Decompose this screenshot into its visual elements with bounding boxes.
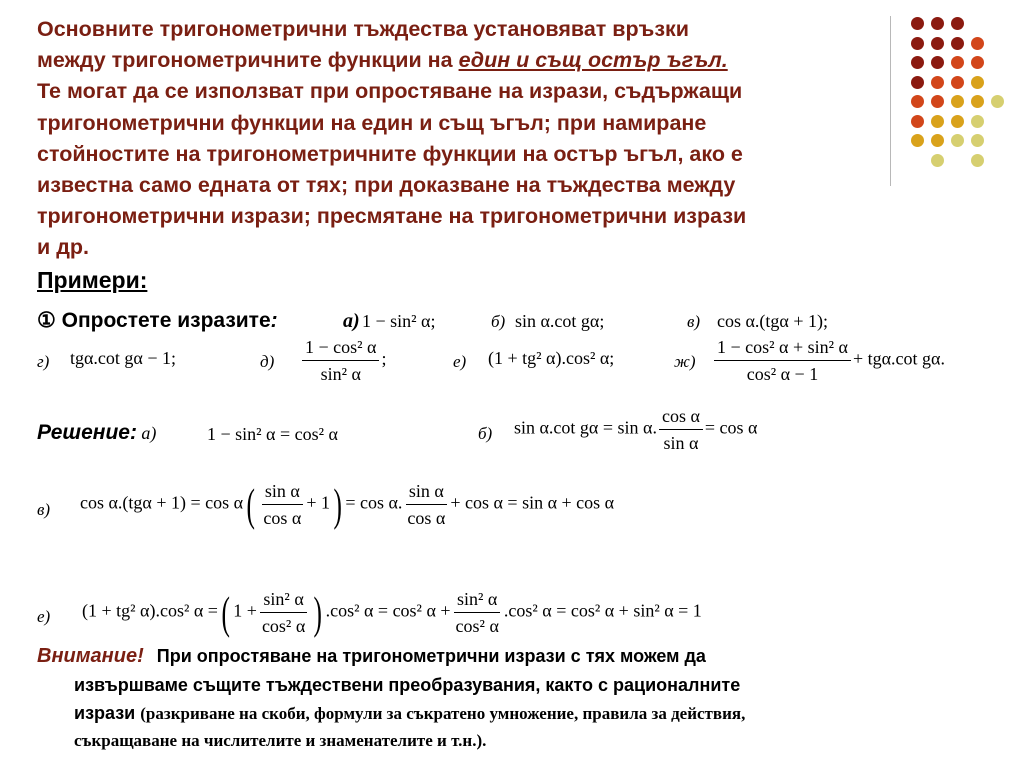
decorative-dot	[971, 134, 984, 147]
task-d-expression	[300, 336, 387, 385]
task-d-label: д)	[260, 352, 275, 371]
task-e-label: е)	[453, 352, 467, 371]
note-line-2: извършваме същите тъждествени преобразувания, както с рационалните	[74, 675, 741, 695]
decorative-dot	[931, 134, 944, 147]
decorative-dot	[951, 76, 964, 89]
note-line-3-pre: изрази	[74, 703, 141, 723]
decorative-dot	[971, 95, 984, 108]
task-g-expression: tgα.cot gα − 1;	[70, 348, 177, 368]
solution-a-label: а)	[141, 423, 157, 443]
decorative-dot	[951, 17, 964, 30]
decorative-dot	[971, 154, 984, 167]
solution-v-f2-denominator: cos α	[407, 508, 446, 528]
task-b-label: б)	[491, 312, 506, 331]
solution-a-expression: 1 − sin² α = cos² α	[207, 424, 338, 444]
note-line-3	[74, 699, 745, 728]
decorative-dot	[971, 56, 984, 69]
decorative-dot	[971, 37, 984, 50]
solution-v-post: + cos α = sin α + cos α	[450, 492, 615, 513]
solution-b-pre: sin α.cot gα = sin α.	[514, 417, 657, 438]
intro-line-1: Основните тригонометрични тъждества установяват връзки	[37, 17, 689, 41]
solution-heading	[37, 421, 156, 445]
solution-e-f1-numerator: sin² α	[260, 588, 306, 613]
solution-v-mid: + 1	[306, 492, 330, 513]
task-d-denominator: sin² α	[320, 364, 361, 384]
decorative-dot	[931, 154, 944, 167]
task-colon: :	[270, 309, 278, 332]
decorative-dot	[951, 95, 964, 108]
solution-e-fraction-1	[259, 588, 308, 637]
task-a-expression: 1 − sin² α;	[362, 311, 436, 331]
solution-b-numerator: cos α	[659, 405, 703, 430]
decorative-dot	[951, 56, 964, 69]
solution-b-denominator: sin α	[663, 433, 699, 453]
examples-heading: Примери:	[37, 267, 148, 293]
intro-line-2-text: между тригонометричните функции на	[37, 48, 459, 73]
solution-b-fraction	[659, 405, 703, 454]
intro-line-5: стойностите на тригонометричните функции на остър ъгъл, ако е	[37, 141, 743, 166]
solution-b-post: = cos α	[704, 417, 758, 438]
solution-e-pre: (1 + tg² α).cos² α =	[82, 600, 218, 621]
task-zh-tail: + tgα.cot gα.	[852, 348, 945, 369]
solution-e-paren-open: (	[221, 586, 230, 638]
task-zh-numerator: 1 − cos² α + sin² α	[714, 336, 851, 361]
solution-v-paren-close: )	[333, 478, 342, 530]
task-v-expression: cos α.(tgα + 1);	[717, 311, 828, 331]
intro-line-4: тригонометрични функции на един и същ ъгъл; при намиране	[37, 110, 707, 135]
intro-line-8: и др.	[37, 235, 89, 260]
solution-title: Решение:	[37, 421, 137, 444]
decorative-dot	[911, 17, 924, 30]
note-line-4: съкращаване на числителите и знаменателите и т.н.).	[74, 731, 487, 750]
decorative-dot	[931, 56, 944, 69]
task-d-numerator: 1 − cos² α	[302, 336, 379, 361]
task-zh-expression	[712, 336, 945, 385]
solution-v-f1-denominator: cos α	[263, 508, 302, 528]
decorative-dot	[911, 37, 924, 50]
solution-v-f1-numerator: sin α	[262, 480, 303, 505]
task-g-label: г)	[37, 352, 50, 371]
note-line-1	[37, 642, 706, 670]
decorative-dot	[951, 115, 964, 128]
decorative-dot	[911, 76, 924, 89]
solution-v-fraction-2	[404, 480, 448, 529]
solution-b-expression	[514, 405, 757, 454]
decorative-dot	[971, 76, 984, 89]
solution-e-fraction-2	[453, 588, 502, 637]
decorative-dot	[931, 76, 944, 89]
decorative-dot	[911, 115, 924, 128]
decorative-dot	[951, 134, 964, 147]
solution-e-f2-denominator: cos² α	[455, 616, 499, 636]
solution-v-label: в)	[37, 500, 51, 519]
task-e-expression: (1 + tg² α).cos² α;	[488, 348, 615, 368]
solution-v-expression	[80, 480, 614, 529]
task-title-text: ① Опростете изразите	[37, 309, 271, 332]
solution-e-mid: .cos² α = cos² α +	[325, 600, 451, 621]
solution-v-f2-numerator: sin α	[406, 480, 447, 505]
intro-paragraph	[37, 14, 887, 264]
solution-e-f2-numerator: sin² α	[454, 588, 500, 613]
decorative-dot	[911, 56, 924, 69]
note-label: Внимание!	[37, 645, 144, 667]
intro-line-7: тригонометрични изрази; пресмятане на тригонометрични изрази	[37, 204, 747, 229]
intro-line-2	[37, 45, 887, 76]
task-v-label: в)	[687, 312, 701, 331]
intro-emphasis: един и същ остър ъгъл.	[458, 48, 728, 73]
solution-e-paren-close: )	[313, 586, 323, 638]
decorative-dot	[971, 115, 984, 128]
decorative-dot	[931, 95, 944, 108]
solution-e-f1-denominator: cos² α	[261, 616, 306, 636]
solution-v-eq2: = cos α.	[345, 492, 403, 513]
task-zh-fraction	[714, 336, 851, 385]
task-d-fraction	[302, 336, 379, 385]
solution-v-paren-open: (	[246, 478, 255, 530]
decorative-dot	[931, 17, 944, 30]
task-d-end: ;	[381, 348, 387, 369]
decorative-dot	[951, 37, 964, 50]
note-line-3-serif: (разкриване на скоби, формули за съкратено умножение, правила за действия,	[140, 704, 746, 723]
solution-b-label: б)	[478, 424, 493, 443]
intro-line-3: Те могат да се използват при опростяване на изрази, съдържащи	[37, 79, 743, 104]
solution-e-expression	[82, 588, 702, 637]
solution-e-post: .cos² α = cos² α + sin² α = 1	[503, 600, 702, 621]
decorative-dot	[931, 37, 944, 50]
solution-v-pre: cos α.(tgα + 1) = cos α	[80, 492, 244, 513]
decorative-dot	[991, 95, 1004, 108]
decorative-dot	[931, 115, 944, 128]
intro-line-6: известна само едната от тях; при доказване на тъждества между	[37, 173, 736, 198]
solution-e-inner: 1 +	[233, 600, 257, 621]
decorative-dot	[911, 134, 924, 147]
solution-v-fraction-1	[260, 480, 304, 529]
task-b-expression: sin α.cot gα;	[515, 311, 605, 331]
decorative-divider	[890, 16, 891, 186]
task-a-label: а)	[343, 310, 360, 332]
task-zh-label: ж)	[674, 352, 696, 371]
note-line-1-text: При опростяване на тригонометрични изрази с тях можем да	[156, 646, 706, 666]
solution-e-label: е)	[37, 607, 51, 626]
task-title	[37, 308, 278, 333]
task-zh-denominator: cos² α − 1	[746, 364, 819, 384]
decorative-dot	[911, 95, 924, 108]
